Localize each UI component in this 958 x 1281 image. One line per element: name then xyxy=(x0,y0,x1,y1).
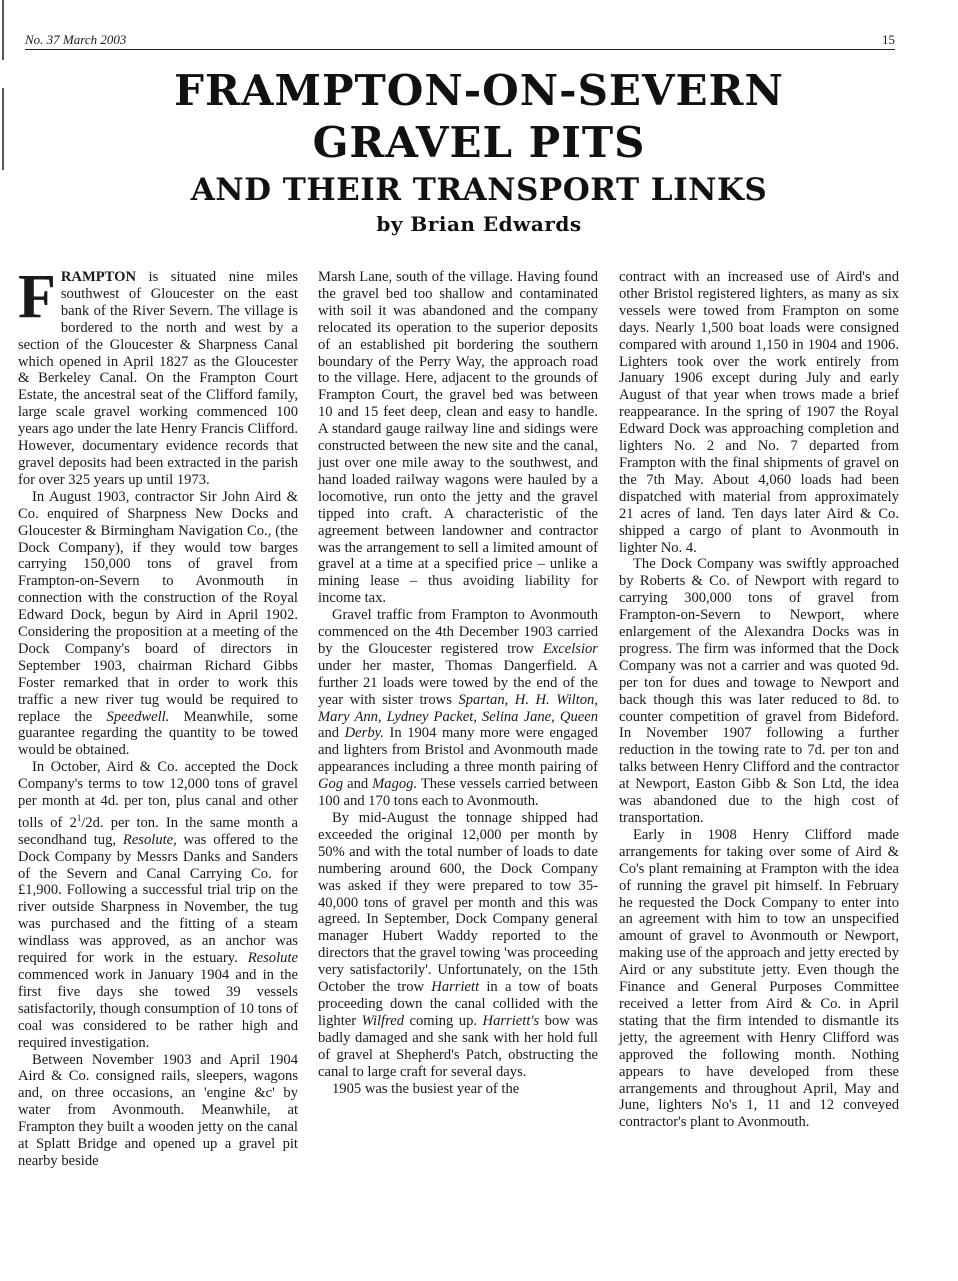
article-column-2 xyxy=(318,269,598,1229)
scan-edge-mark xyxy=(2,0,4,60)
paragraph: FRAMPTON is situated nine miles southwest of Gloucester on the east bank of the River Severn. The village is bordered to the north and west by a section of the Gloucester & Sharpness Canal which opened in April 1827 as the Gloucester & Berkeley Canal. On the Frampton Court Estate, the ancestral seat of the Clifford family, large scale gravel working commenced 100 years ago under the late Henry Francis Clifford. However, documentary evidence records that gravel deposits had been extracted in the parish for over 325 years up until 1973. xyxy=(18,263,298,488)
paragraph: In August 1903, contractor Sir John Aird & Co. enquired of Sharpness New Docks and Gloucester & Birmingham Navigation Co., (the Dock Company), if they would tow barges carrying 150,000 tons of gravel from Frampton-on-Severn to Avonmouth in connection with the construction of the Royal Edward Dock, begun by Aird in April 1902. Considering the proposition at a meeting of the Dock Company's board of directors in September 1903, chairman Richard Gibbs Foster remarked that in order to work this traffic a new river tug would be required to replace the Speedwell. Meanwhile, some guarantee regarding the quantity to be towed would be obtained. xyxy=(18,488,299,759)
paragraph: Early in 1908 Henry Clifford made arrangements for taking over some of Aird & Co's plant remaining at Frampton with the idea of running the gravel pit himself. In February he requested the Dock Company to enter into an agreement with him to tow an unspecified amount of gravel to Avonmouth or Newport, making use of the approach and jetty erected by Aird or any substitute jetty. Even though the Finance and General Purposes Committee received a letter from Aird & Co. in April stating that the firm intended to dismantle its jetty, the agreement with Henry Clifford was approved the following month. Nothing appears to have developed from these arrangements and throughout April, May and June, lighters No's 1, 11 and 12 conveyed contractor's plant to Avonmouth. xyxy=(619,826,899,1131)
lead-word: RAMPTON xyxy=(60,269,137,285)
paragraph: Marsh Lane, south of the village. Having found the gravel bed too shallow and contaminated with soil it was abandoned and the company relocated its operation to the superior deposits of an established pit bordering the southern boundary of the Perry Way, the approach road to the village. Here, adjacent to the grounds of Frampton Court, the gravel bed was between 10 and 15 feet deep, clean and easy to handle. A standard gauge railway line and sidings were constructed between the new site and the canal, just over one mile away to the southwest, and hand loaded railway wagons were hauled by a locomotive, run onto the jetty and the gravel tipped into craft. A characteristic of the agreement between landowner and contractor was the arrangement to sell a limited amount of gravel at a time at a specified price – unlike a mining lease – thus avoiding liability for income tax. xyxy=(318,269,598,607)
paragraph: contract with an increased use of Aird's and other Bristol registered lighters, as many as six vessels were towed from Frampton on some days. Nearly 1,500 boat loads were consigned compared with around 1,150 in 1904 and 1906. Lighters took over the work entirely from January 1906 except during July and early August of that year when trows made a brief reappearance. In the spring of 1907 the Royal Edward Dock was approaching completion and lighters No. 2 and No. 7 departed from Frampton with the final shipments of gravel on the 7th May. About 4,060 loads had been dispatched with material from approximately 21 acres of land. Ten days later Aird & Co. shipped a cargo of plant to Avonmouth in lighter No. 4. xyxy=(619,269,899,556)
title-line-1: FRAMPTON-ON-SEVERN xyxy=(174,66,784,115)
paragraph: The Dock Company was swiftly approached by Roberts & Co. of Newport with regard to carrying 300,000 tons of gravel from Frampton-on-Severn to Newport, where enlargement of the Alexandra Docks was in progress. The firm was informed that the Dock Company was not a carrier and was quoted 9d. per ton for dues and towage to Newport and back though this was later reduced to 8d. to counter competition of gravel from Bideford. In November 1907 following a further reduction in the towing rate to 7d. per ton and talks between Henry Clifford and the contractor at Newport, Easton Gibb & Son Ltd, the idea was abandoned due to the high cost of transportation. xyxy=(619,556,899,826)
paragraph: In October, Aird & Co. accepted the Dock Company's terms to tow 12,000 tons of gravel per month at 4d. per ton, plus canal and other tolls of $2^1/2d$. per ton. In the same month a secondhand tug, Resolute, was offered to the Dock Company by Messrs Danks and Sanders of the Severn and Canal Carrying Co. for £1,900. Following a successful trial trip on the river outside Sharpness in November, the tug was purchased and the fitting of a steam windlass was approved, as an anchor was required for work in the estuary. Resolute commenced work in January 1904 and in the first five days she towed 39 vessels satisfactorily, though consumption of 10 tons of coal was considered to be rather high and required investigation. xyxy=(18,759,299,1051)
drop-cap: F xyxy=(18,263,56,331)
paragraph: 1905 was the busiest year of the xyxy=(332,1080,520,1097)
byline: by Brian Edwards xyxy=(376,212,582,236)
article-column-3 xyxy=(619,269,899,1229)
issue-label: No. 37 March 2003 xyxy=(25,32,127,47)
title-line-2: GRAVEL PITS xyxy=(312,118,646,167)
paragraph: By mid-August the tonnage shipped had exceeded the original 12,000 per month by 50% and with the total number of loads to date numbering around 600, the Dock Company was asked if they were prepared to tow 35-40,000 tons of gravel per month and this was agreed. In September, Dock Company general manager Hubert Waddy reported to the directors that the gravel towing 'was proceeding very satisfactorily'. Unfortunately, on the 15th October the trow Harriett in a tow of boats proceeding down the canal collided with the lighter Wilfred coming up. Harriett's bow was badly damaged and she sank with her hold full of gravel at Shepherd's Patch, obstructing the canal to large craft for several days. xyxy=(318,810,598,1080)
paragraph: Gravel traffic from Frampton to Avonmouth commenced on the 4th December 1903 carried by the Gloucester registered trow Excelsior under her master, Thomas Dangerfield. A further 21 loads were towed by the end of the year with sister trows Spartan, H. H. Wilton, Mary Ann, Lydney Packet, Selina Jane, Queen and Derby. In 1904 many more were engaged and lighters from Bristol and Avonmouth made appearances including a three month pairing of Gog and Magog. These vessels carried between 100 and 170 tons each to Avonmouth. xyxy=(318,607,598,810)
article-column-1 xyxy=(18,263,299,1229)
paragraph: Between November 1903 and April 1904 Aird & Co. consigned rails, sleepers, wagons and, on three occasions, an 'engine &c' by water from Avonmouth. Meanwhile, at Frampton they built a wooden jetty on the canal at Splatt Bridge and opened up a gravel pit nearby beside xyxy=(18,1051,298,1169)
page-number: 15 xyxy=(882,32,895,47)
running-header xyxy=(25,31,895,50)
subtitle: AND THEIR TRANSPORT LINKS xyxy=(190,172,768,208)
